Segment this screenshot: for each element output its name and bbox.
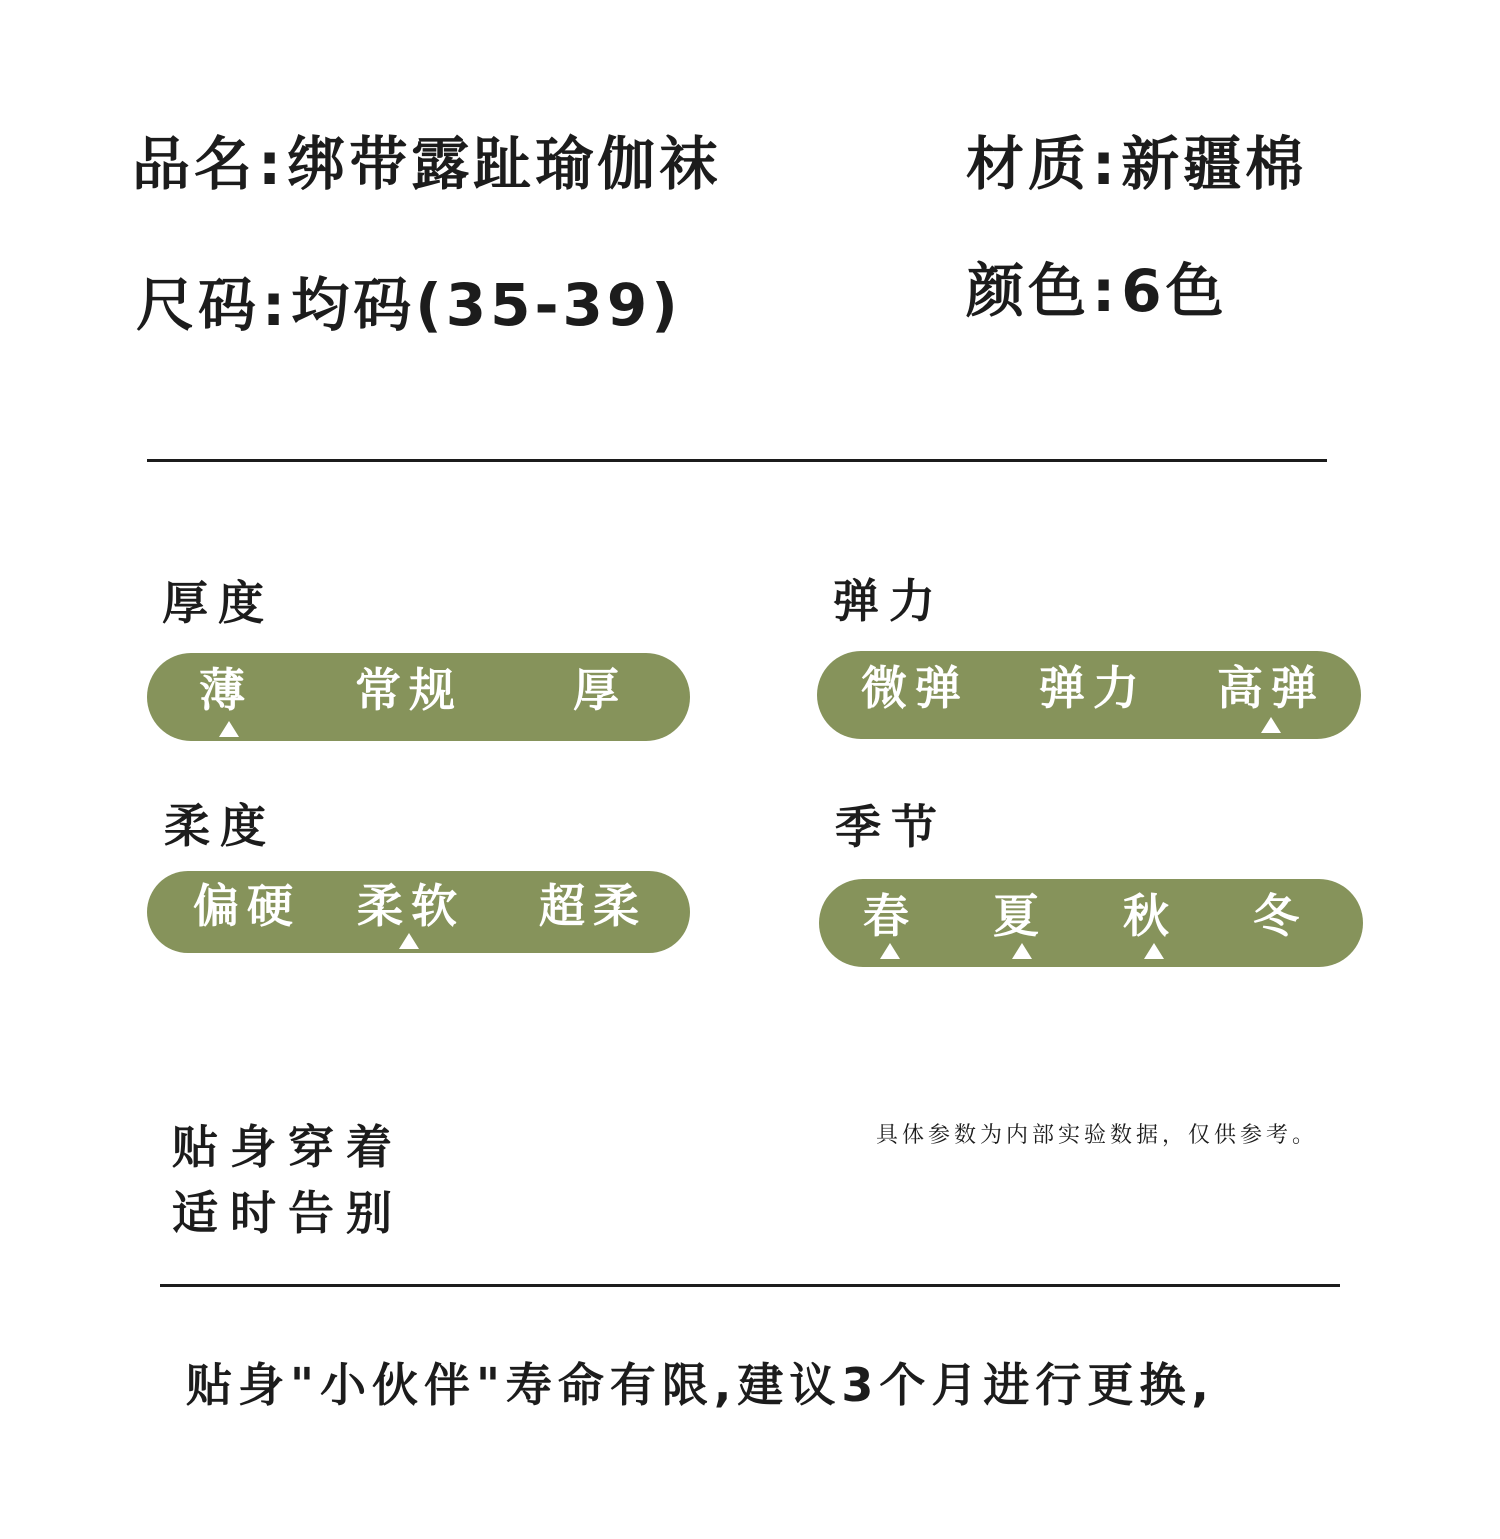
colon: :: [262, 271, 290, 339]
softness-option-stiff: 偏硬: [193, 879, 301, 933]
size-label: 尺码: [136, 271, 261, 339]
bottom-divider: [160, 1284, 1340, 1287]
product-size: [136, 271, 682, 339]
disclaimer-note: 具体参数为内部实验数据，仅供参考。: [876, 1123, 1319, 1148]
selected-marker-icon: [1012, 943, 1032, 959]
season-option-winter: 冬: [1253, 889, 1307, 943]
product-color: [966, 257, 1228, 325]
selected-marker-icon: [399, 933, 419, 949]
top-divider: [147, 459, 1327, 462]
product-name: [132, 130, 722, 198]
slogan-line-1: 贴身穿着: [172, 1120, 404, 1174]
season-scale: [819, 879, 1363, 967]
thickness-title: 厚度: [162, 576, 274, 630]
softness-title: 柔度: [164, 799, 276, 853]
colon: :: [258, 130, 286, 198]
replacement-advice: 贴身"小伙伴"寿命有限,建议3个月进行更换,: [186, 1358, 1215, 1412]
season-option-spring: 春: [863, 889, 917, 943]
slogan-line-2: 适时告别: [172, 1186, 404, 1240]
selected-marker-icon: [880, 943, 900, 959]
colon: :: [1092, 257, 1120, 325]
product-material: [966, 130, 1308, 198]
elasticity-option-high: 高弹: [1217, 661, 1325, 715]
size-value: 均码(35-39): [291, 271, 682, 339]
softness-scale: [147, 871, 690, 953]
elasticity-title: 弹力: [833, 574, 945, 628]
selected-marker-icon: [1261, 717, 1281, 733]
selected-marker-icon: [1144, 943, 1164, 959]
material-label: 材质: [966, 130, 1091, 198]
season-title: 季节: [835, 800, 947, 854]
softness-option-soft: 柔软: [357, 879, 465, 933]
color-label: 颜色: [966, 257, 1091, 325]
thickness-scale: [147, 653, 690, 741]
product-name-label: 品名: [132, 130, 257, 198]
thickness-option-thin: 薄: [199, 663, 253, 717]
thickness-option-regular: 常规: [355, 663, 463, 717]
material-value: 新疆棉: [1121, 130, 1308, 198]
thickness-option-thick: 厚: [573, 663, 627, 717]
product-name-value: 绑带露趾瑜伽袜: [287, 130, 722, 198]
season-option-summer: 夏: [993, 889, 1047, 943]
colon: :: [1092, 130, 1120, 198]
color-value: 6色: [1121, 257, 1228, 325]
softness-option-extra-soft: 超柔: [539, 879, 647, 933]
elasticity-option-slight: 微弹: [861, 661, 969, 715]
elasticity-scale: [817, 651, 1361, 739]
season-option-autumn: 秋: [1123, 889, 1177, 943]
elasticity-option-medium: 弹力: [1039, 661, 1147, 715]
selected-marker-icon: [219, 721, 239, 737]
